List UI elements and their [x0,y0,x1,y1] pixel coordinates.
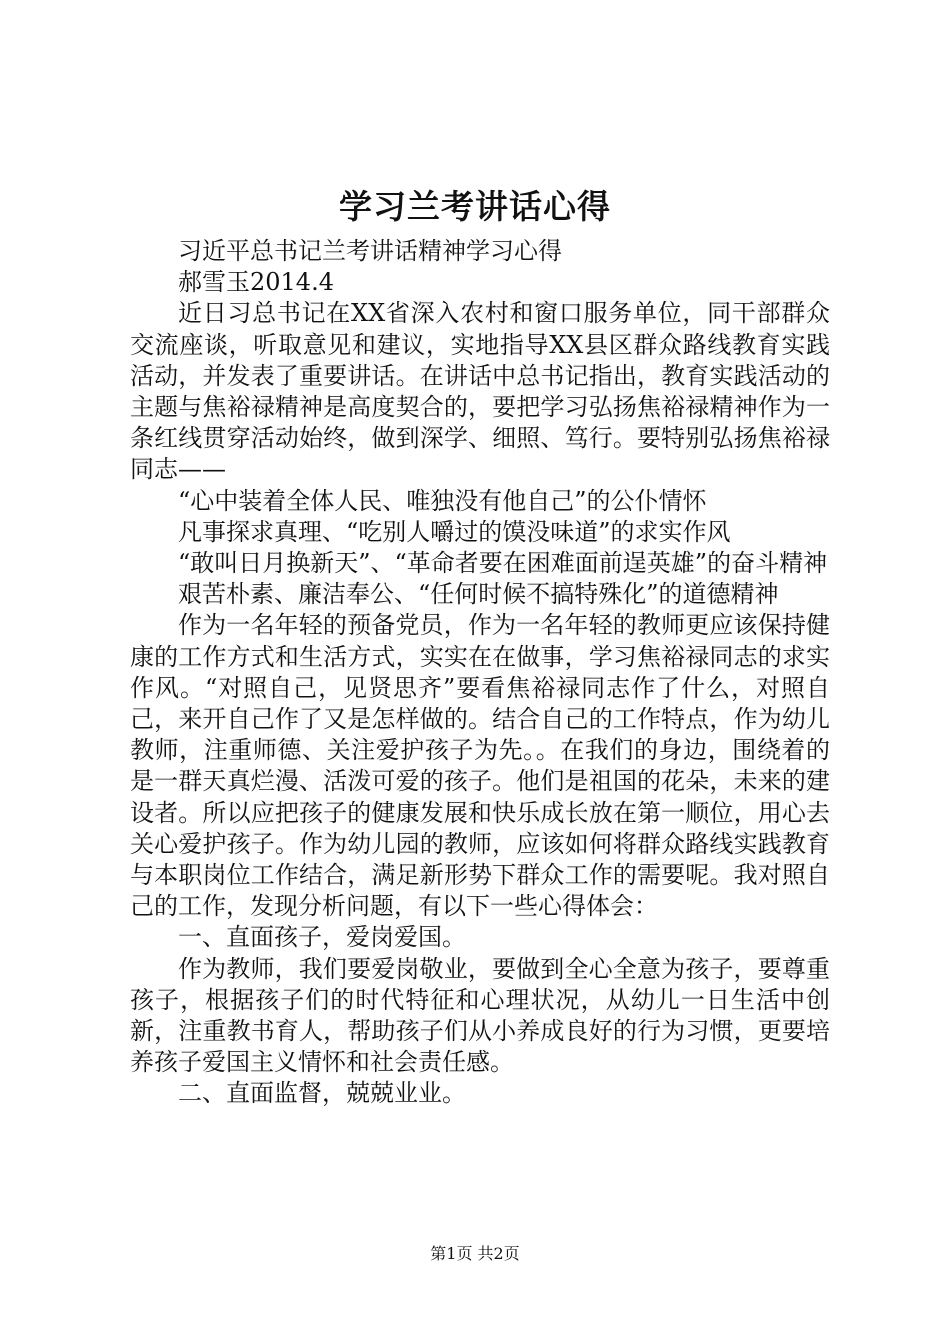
paragraph-heading-2: 二、直面监督，兢兢业业。 [178,1079,466,1108]
paragraph-spirit-1: “心中装着全体人民、唯独没有他自己”的公仆情怀 [178,486,707,515]
paragraph-subtitle: 习近平总书记兰考讲话精神学习心得 [178,237,562,265]
paragraph-spirit-4: 艰苦朴素、廉洁奉公、“任何时候不搞特殊化”的道德精神 [178,580,779,609]
paragraph-intro: 近日习总书记在XX省深入农村和窗口服务单位，同干部群众交流座谈，听取意见和建议，实地指导XX县区群众路线教育实践活动，并发表了重要讲话。在讲话中总书记指出，教育实践活动的主题与焦裕禄精神是高度契合的，要把学习弘扬焦裕禄精神作为一条红线贯穿活动始终，做到深学、细照、笃行。要特别弘扬焦裕禄同志—— [130,299,830,484]
paragraph-reflection: 作为一名年轻的预备党员，作为一名年轻的教师更应该保持健康的工作方式和生活方式，实实在在做事，学习焦裕禄同志的求实作风。“对照自己，见贤思齐”要看焦裕禄同志作了什么，对照自己，来开自己作了又是怎样做的。结合自己的工作特点，作为幼儿教师，注重师德、关注爱护孩子为先。。在我们的身边，围绕着的是一群天真烂漫、活泼可爱的孩子。他们是祖国的花朵，未来的建设者。所以应把孩子的健康发展和快乐成长放在第一顺位，用心去关心爱护孩子。作为幼儿园的教师，应该如何将群众路线实践教育与本职岗位工作结合，满足新形势下群众工作的需要呢。我对照自己的工作，发现分析问题，有以下一些心得体会： [130,611,830,921]
paragraph-spirit-2: 凡事探求真理、“吃别人嚼过的馍没味道”的求实作风 [178,517,731,546]
document-title: 学习兰考讲话心得 [339,187,611,226]
page-footer: 第1页 共2页 [430,1244,520,1263]
paragraph-section-1: 作为教师，我们要爱岗敬业，要做到全心全意为孩子，要尊重孩子，根据孩子们的时代特征和心理状况，从幼儿一日生活中创新，注重教书育人，帮助孩子们从小养成良好的行为习惯，更要培养孩子爱国主义情怀和社会责任感。 [130,954,830,1077]
paragraph-spirit-3: “敢叫日月换新天”、“革命者要在困难面前逞英雄”的奋斗精神 [178,549,828,578]
paragraph-heading-1: 一、直面孩子，爱岗爱国。 [178,923,466,952]
document-body [130,236,830,1110]
paragraph-author-date: 郝雪玉2014.4 [178,268,334,297]
